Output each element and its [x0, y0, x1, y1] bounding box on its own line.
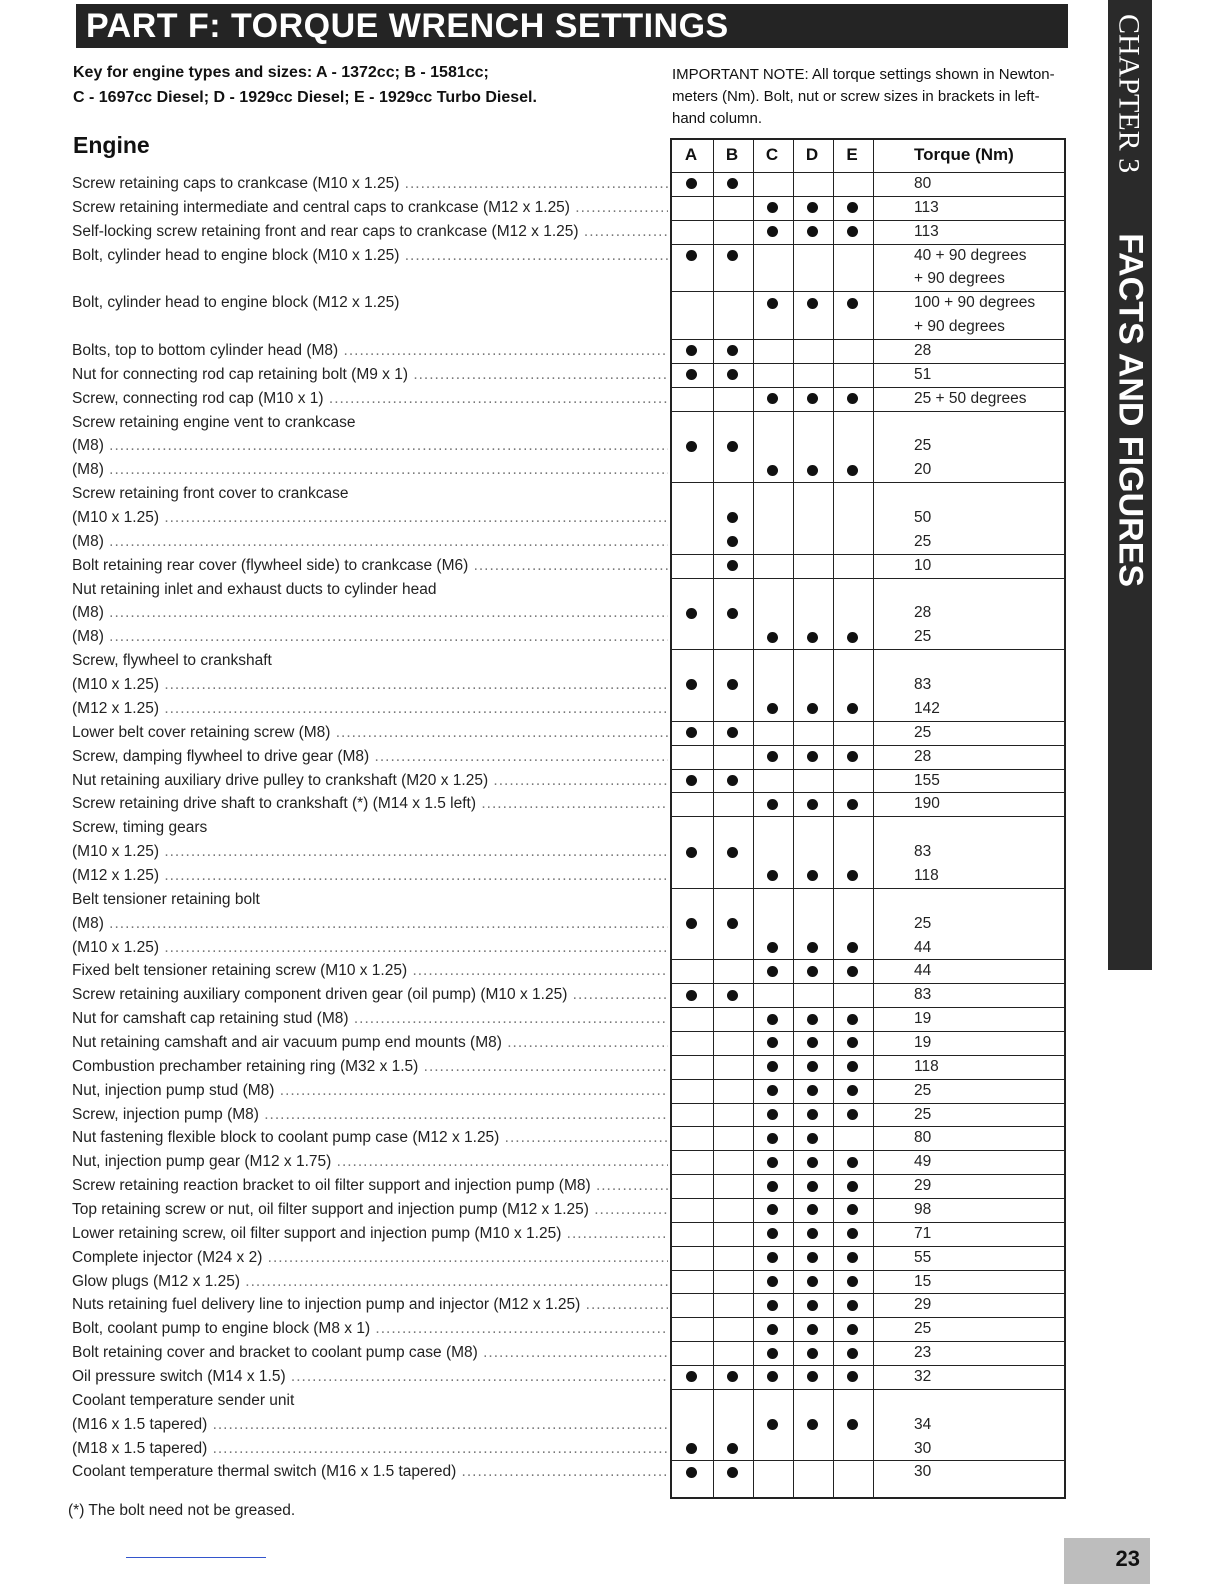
- applies-dot-d: [807, 1133, 818, 1144]
- row-description: Nut retaining camshaft and air vacuum pump end mounts (M8) .....: [72, 1031, 668, 1055]
- applies-dot-e: [847, 1204, 858, 1215]
- applies-dot-b: [727, 512, 738, 523]
- column-header-d: D: [805, 145, 819, 164]
- row-description: Belt tensioner retaining bolt: [72, 890, 260, 908]
- applies-dot-b: [727, 250, 738, 261]
- applies-dot-c: [767, 1252, 778, 1263]
- row-description: Screw retaining front cover to crankcase: [72, 485, 349, 503]
- row-torque-value: 71: [914, 1224, 932, 1242]
- applies-dot-e: [847, 1181, 858, 1192]
- row-torque-value: 25: [914, 1081, 932, 1099]
- row-description: (M8) .....: [72, 434, 668, 458]
- applies-dot-e: [847, 870, 858, 881]
- applies-dot-d: [807, 751, 818, 762]
- page-number: 23: [1115, 1546, 1140, 1571]
- applies-dot-c: [767, 751, 778, 762]
- table-row-divider: [672, 482, 1064, 483]
- applies-dot-c: [767, 1014, 778, 1025]
- applies-dot-c: [767, 1133, 778, 1144]
- row-description: Glow plugs (M12 x 1.25) .....: [72, 1270, 668, 1294]
- row-torque-value: 25: [914, 532, 932, 550]
- applies-dot-d: [807, 966, 818, 977]
- applies-dot-e: [847, 1037, 858, 1048]
- row-torque-value: 10: [914, 556, 932, 574]
- applies-dot-a: [686, 608, 697, 619]
- row-torque-value: 83: [914, 986, 932, 1004]
- applies-dot-c: [767, 202, 778, 213]
- row-torque-value: 25 + 50 degrees: [914, 389, 1027, 407]
- row-description: Screw, injection pump (M8) .....: [72, 1103, 668, 1127]
- applies-dot-c: [767, 298, 778, 309]
- row-torque-value: 25: [914, 914, 932, 932]
- row-torque-value: 44: [914, 962, 932, 980]
- row-description: (M16 x 1.5 tapered) .....: [72, 1413, 668, 1437]
- row-torque-value: 80: [914, 175, 932, 192]
- row-description: Complete injector (M24 x 2) .....: [72, 1246, 668, 1270]
- row-torque-value: 118: [914, 1057, 939, 1075]
- applies-dot-e: [847, 298, 858, 309]
- row-torque-value: 32: [914, 1368, 932, 1385]
- section-heading: Engine: [73, 132, 150, 158]
- applies-dot-c: [767, 1300, 778, 1311]
- applies-dot-c: [767, 1204, 778, 1215]
- applies-dot-c: [767, 1348, 778, 1359]
- applies-dot-e: [847, 1157, 858, 1168]
- applies-dot-a: [686, 1371, 697, 1382]
- row-torque-value: 44: [914, 938, 932, 956]
- applies-dot-d: [807, 1300, 818, 1311]
- row-torque-value: 34: [914, 1415, 932, 1433]
- row-description: Screw retaining engine vent to crankcase: [72, 413, 356, 431]
- row-description: Bolt retaining rear cover (flywheel side) to crankcase (M6) .....: [72, 554, 668, 578]
- row-torque-value: 25: [914, 723, 932, 741]
- applies-dot-b: [727, 560, 738, 571]
- row-description: (M8) .....: [72, 458, 668, 482]
- row-torque-value: 49: [914, 1153, 932, 1171]
- applies-dot-d: [807, 1276, 818, 1287]
- applies-dot-c: [767, 632, 778, 643]
- row-torque-value: 28: [914, 604, 932, 622]
- row-torque-value: 25: [914, 1320, 932, 1338]
- applies-dot-c: [767, 870, 778, 881]
- row-description: Self-locking screw retaining front and rear caps to crankcase (M12 x 1.25) .....: [72, 220, 668, 244]
- row-description: Coolant temperature sender unit: [72, 1391, 295, 1409]
- applies-dot-e: [847, 1300, 858, 1311]
- applies-dot-c: [767, 1181, 778, 1192]
- applies-dot-d: [807, 1157, 818, 1168]
- row-description: Screw retaining drive shaft to crankshaft (*) (M14 x 1.5 left) .....: [72, 792, 668, 816]
- row-torque-value: 113: [914, 198, 939, 216]
- applies-dot-d: [807, 393, 818, 404]
- applies-dot-d: [807, 202, 818, 213]
- applies-dot-e: [847, 1109, 858, 1120]
- row-description: Bolts, top to bottom cylinder head (M8) .....: [72, 339, 668, 363]
- row-description: Bolt, cylinder head to engine block (M10 x 1.25) .....: [72, 244, 668, 268]
- applies-dot-d: [807, 942, 818, 953]
- applies-dot-b: [727, 679, 738, 690]
- applies-dot-a: [686, 178, 697, 189]
- row-torque-value: 25: [914, 1105, 932, 1123]
- column-header-c: C: [765, 145, 779, 164]
- applies-dot-a: [686, 369, 697, 380]
- row-torque-value: 50: [914, 509, 932, 527]
- row-description: Nut, injection pump gear (M12 x 1.75) .....: [72, 1150, 668, 1174]
- table-row-divider: [672, 888, 1064, 889]
- row-description: Coolant temperature thermal switch (M16 x 1.5 tapered) .....: [72, 1460, 668, 1484]
- applies-dot-e: [847, 632, 858, 643]
- row-description: Lower belt cover retaining screw (M8) .....: [72, 721, 668, 745]
- row-torque-value: 98: [914, 1200, 932, 1218]
- applies-dot-a: [686, 1467, 697, 1478]
- row-description: Nut for connecting rod cap retaining bolt (M9 x 1) .....: [72, 363, 668, 387]
- applies-dot-c: [767, 1037, 778, 1048]
- applies-dot-c: [767, 966, 778, 977]
- applies-dot-e: [847, 465, 858, 476]
- row-description: Screw retaining caps to crankcase (M10 x 1.25) .....: [72, 172, 668, 196]
- table-row-divider: [672, 411, 1064, 412]
- applies-dot-d: [807, 1228, 818, 1239]
- applies-dot-e: [847, 1419, 858, 1430]
- applies-dot-e: [847, 751, 858, 762]
- applies-dot-d: [807, 1419, 818, 1430]
- important-note: IMPORTANT NOTE: All torque settings shown in Newton-meters (Nm). Bolt, nut or screw sizes in brackets in left-hand column.: [672, 66, 1055, 127]
- applies-dot-e: [847, 942, 858, 953]
- row-description: (M10 x 1.25) .....: [72, 673, 668, 697]
- applies-dot-b: [727, 1467, 738, 1478]
- row-torque-value: 19: [914, 1010, 932, 1028]
- applies-dot-d: [807, 465, 818, 476]
- applies-dot-e: [847, 1252, 858, 1263]
- applies-dot-e: [847, 226, 858, 237]
- applies-dot-c: [767, 1276, 778, 1287]
- row-torque-value: 30: [914, 1439, 932, 1457]
- applies-dot-e: [847, 1371, 858, 1382]
- applies-dot-d: [807, 1109, 818, 1120]
- chapter-label: CHAPTER 3: [1112, 14, 1146, 174]
- row-torque-value: 118: [914, 866, 939, 884]
- applies-dot-c: [767, 942, 778, 953]
- row-description: Lower retaining screw, oil filter support and injection pump (M10 x 1.25) .....: [72, 1222, 668, 1246]
- applies-dot-d: [807, 1037, 818, 1048]
- applies-dot-c: [767, 1228, 778, 1239]
- row-description: Nut, injection pump stud (M8) .....: [72, 1079, 668, 1103]
- row-torque-value: 113: [914, 222, 939, 240]
- row-description: Nut for camshaft cap retaining stud (M8) .....: [72, 1007, 668, 1031]
- row-description: Bolt retaining cover and bracket to coolant pump case (M8) .....: [72, 1341, 668, 1365]
- applies-dot-c: [767, 1157, 778, 1168]
- applies-dot-d: [807, 1181, 818, 1192]
- row-torque-value: 25: [914, 437, 932, 455]
- row-description: Nut retaining auxiliary drive pulley to crankshaft (M20 x 1.25) .....: [72, 769, 668, 793]
- applies-dot-c: [767, 703, 778, 714]
- row-description: (M8) .....: [72, 530, 668, 554]
- table-row-divider: [672, 578, 1064, 579]
- applies-dot-b: [727, 727, 738, 738]
- row-description: Top retaining screw or nut, oil filter support and injection pump (M12 x 1.25) .....: [72, 1198, 668, 1222]
- row-torque-value: 23: [914, 1344, 932, 1362]
- applies-dot-a: [686, 679, 697, 690]
- row-description: Screw, flywheel to crankshaft: [72, 652, 272, 670]
- applies-dot-d: [807, 1348, 818, 1359]
- applies-dot-a: [686, 1443, 697, 1454]
- decorative-rule: [126, 1557, 266, 1558]
- row-description: (M8) .....: [72, 912, 668, 936]
- applies-dot-e: [847, 1324, 858, 1335]
- applies-dot-e: [847, 1085, 858, 1096]
- engine-key-line-2: C - 1697cc Diesel; D - 1929cc Diesel; E - 1929cc Turbo Diesel.: [73, 89, 537, 106]
- applies-dot-a: [686, 441, 697, 452]
- row-description: Screw, timing gears: [72, 819, 208, 837]
- applies-dot-a: [686, 775, 697, 786]
- row-description: (M10 x 1.25) .....: [72, 936, 668, 960]
- side-tab-text: [1111, 14, 1150, 587]
- row-description: Nuts retaining fuel delivery line to injection pump and injector (M12 x 1.25) .....: [72, 1293, 668, 1317]
- applies-dot-d: [807, 1252, 818, 1263]
- row-description: Screw retaining intermediate and central caps to crankcase (M12 x 1.25) .....: [72, 196, 668, 220]
- page-number-box: [1064, 1538, 1150, 1584]
- row-torque-value: + 90 degrees: [914, 318, 1005, 336]
- applies-dot-d: [807, 1371, 818, 1382]
- applies-dot-e: [847, 1276, 858, 1287]
- applies-dot-b: [727, 918, 738, 929]
- row-torque-value: 51: [914, 365, 932, 383]
- applies-dot-b: [727, 1371, 738, 1382]
- applies-dot-b: [727, 536, 738, 547]
- applies-dot-e: [847, 1228, 858, 1239]
- column-header-a: A: [684, 145, 698, 164]
- row-torque-value: 29: [914, 1296, 932, 1314]
- row-torque-value: 25: [914, 628, 932, 646]
- row-torque-value: 15: [914, 1272, 932, 1290]
- applies-dot-e: [847, 1061, 858, 1072]
- row-description: Combustion prechamber retaining ring (M32 x 1.5) .....: [72, 1055, 668, 1079]
- applies-dot-e: [847, 966, 858, 977]
- row-torque-value: 30: [914, 1463, 932, 1481]
- applies-dot-d: [807, 799, 818, 810]
- column-header-torque: Torque (Nm): [914, 145, 1014, 164]
- applies-dot-e: [847, 703, 858, 714]
- applies-dot-c: [767, 465, 778, 476]
- applies-dot-b: [727, 847, 738, 858]
- footnote: (*) The bolt need not be greased.: [68, 1502, 296, 1519]
- table-row-divider: [672, 649, 1064, 650]
- applies-dot-c: [767, 1109, 778, 1120]
- applies-dot-d: [807, 1085, 818, 1096]
- row-torque-value: 83: [914, 676, 932, 694]
- section-label: FACTS AND FIGURES: [1111, 233, 1150, 588]
- applies-dot-c: [767, 1371, 778, 1382]
- row-torque-value: 190: [914, 795, 940, 813]
- column-header-b: B: [725, 145, 739, 164]
- applies-dot-a: [686, 345, 697, 356]
- applies-dot-d: [807, 1324, 818, 1335]
- row-description: (M10 x 1.25) .....: [72, 840, 668, 864]
- applies-dot-e: [847, 799, 858, 810]
- applies-dot-b: [727, 178, 738, 189]
- row-description: (M8) .....: [72, 625, 668, 649]
- page-title: PART F: TORQUE WRENCH SETTINGS: [86, 7, 729, 45]
- applies-dot-d: [807, 1014, 818, 1025]
- row-torque-value: 20: [914, 461, 932, 479]
- applies-dot-b: [727, 1443, 738, 1454]
- applies-dot-b: [727, 441, 738, 452]
- applies-dot-a: [686, 727, 697, 738]
- row-description: Nut retaining inlet and exhaust ducts to cylinder head: [72, 580, 437, 598]
- row-description: Oil pressure switch (M14 x 1.5) .....: [72, 1365, 668, 1389]
- applies-dot-e: [847, 202, 858, 213]
- applies-dot-d: [807, 1204, 818, 1215]
- applies-dot-c: [767, 226, 778, 237]
- applies-dot-e: [847, 1348, 858, 1359]
- title-bar: [76, 4, 1068, 48]
- applies-dot-b: [727, 345, 738, 356]
- applies-dot-a: [686, 250, 697, 261]
- row-torque-value: 40 + 90 degrees: [914, 246, 1027, 264]
- applies-dot-c: [767, 1324, 778, 1335]
- row-torque-value: 19: [914, 1033, 932, 1051]
- applies-dot-d: [807, 226, 818, 237]
- row-torque-value: 83: [914, 843, 932, 861]
- chapter-side-tab: [1108, 0, 1152, 970]
- applies-dot-d: [807, 632, 818, 643]
- row-description: (M12 x 1.25) .....: [72, 697, 668, 721]
- applies-dot-a: [686, 990, 697, 1001]
- row-description: (M18 x 1.5 tapered) .....: [72, 1437, 668, 1461]
- row-torque-value: 28: [914, 747, 932, 765]
- row-description: (M8) .....: [72, 601, 668, 625]
- applies-dot-c: [767, 1061, 778, 1072]
- row-description: Screw retaining reaction bracket to oil filter support and injection pump (M8) .....: [72, 1174, 668, 1198]
- row-description: Fixed belt tensioner retaining screw (M10 x 1.25) .....: [72, 959, 668, 983]
- row-description: Bolt, cylinder head to engine block (M12 x 1.25): [72, 294, 400, 312]
- applies-dot-b: [727, 775, 738, 786]
- row-torque-value: 29: [914, 1177, 932, 1195]
- applies-dot-d: [807, 298, 818, 309]
- row-torque-value: 155: [914, 771, 940, 789]
- row-torque-value: 142: [914, 699, 940, 717]
- applies-dot-c: [767, 1085, 778, 1096]
- row-description: Screw, connecting rod cap (M10 x 1) .....: [72, 387, 668, 411]
- row-description: Screw retaining auxiliary component driven gear (oil pump) (M10 x 1.25) .....: [72, 983, 668, 1007]
- table-row-divider: [672, 816, 1064, 817]
- applies-dot-e: [847, 1014, 858, 1025]
- applies-dot-a: [686, 918, 697, 929]
- column-header-e: E: [846, 145, 858, 164]
- applies-dot-c: [767, 1419, 778, 1430]
- engine-key: [73, 60, 653, 110]
- row-description: (M10 x 1.25) .....: [72, 506, 668, 530]
- applies-dot-b: [727, 990, 738, 1001]
- row-description: Screw, damping flywheel to drive gear (M8) .....: [72, 745, 668, 769]
- applies-dot-d: [807, 703, 818, 714]
- row-torque-value: 28: [914, 342, 932, 360]
- row-torque-value: + 90 degrees: [914, 270, 1005, 288]
- row-description: Nut fastening flexible block to coolant pump case (M12 x 1.25) .....: [72, 1126, 668, 1150]
- applies-dot-b: [727, 369, 738, 380]
- applies-dot-b: [727, 608, 738, 619]
- row-torque-value: 100 + 90 degrees: [914, 294, 1036, 312]
- applies-dot-e: [847, 393, 858, 404]
- row-description: Bolt, coolant pump to engine block (M8 x 1) .....: [72, 1317, 668, 1341]
- applies-dot-c: [767, 393, 778, 404]
- engine-key-line-1: Key for engine types and sizes: A - 1372cc; B - 1581cc;: [73, 64, 489, 81]
- table-row-divider: [672, 1389, 1064, 1390]
- row-description: (M12 x 1.25) .....: [72, 864, 668, 888]
- row-torque-value: 80: [914, 1129, 932, 1147]
- row-torque-value: 55: [914, 1248, 932, 1266]
- applies-dot-c: [767, 799, 778, 810]
- applies-dot-d: [807, 870, 818, 881]
- applies-dot-a: [686, 847, 697, 858]
- applies-dot-d: [807, 1061, 818, 1072]
